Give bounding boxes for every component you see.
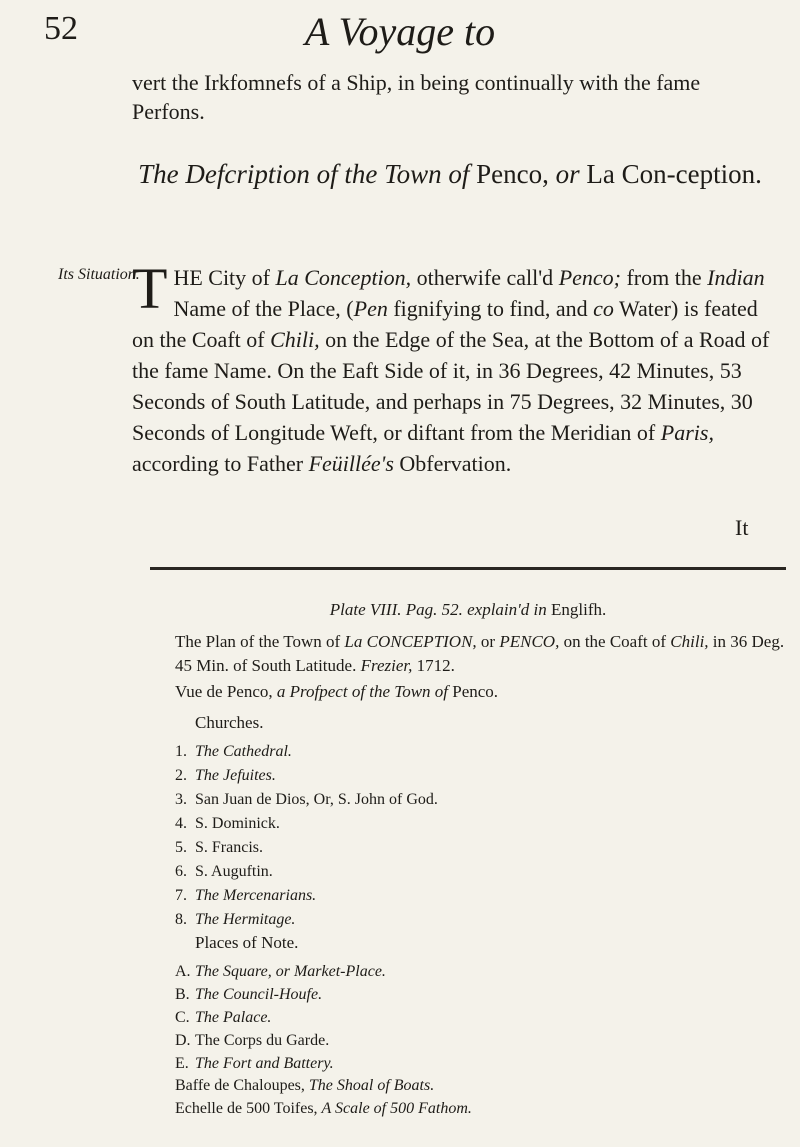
plan-description (175, 630, 785, 678)
intro-text: vert the Irkfomnefs of a Ship, in being continually with the fame Perfons. (132, 70, 701, 124)
section-title-name1: Penco, (476, 159, 549, 189)
place-item (175, 983, 735, 1006)
echelle-line (175, 1100, 735, 1118)
section-title (120, 155, 780, 193)
plate-heading (150, 600, 786, 620)
church-number: 6. (175, 863, 187, 880)
church-item (175, 908, 735, 932)
vue-text-plain: Vue de Penco, (175, 682, 273, 701)
body-text-run: according to Father (132, 451, 304, 476)
place-letter: A. (175, 963, 191, 980)
divider-rule (150, 567, 786, 570)
churches-list (175, 740, 735, 932)
church-name: The Mercenarians. (195, 887, 317, 904)
margin-note: Its Situation. (58, 266, 140, 283)
vue-text-end: Penco. (452, 682, 499, 701)
section-title-or: or (555, 159, 580, 189)
body-text-run: fignifying to find, and (393, 296, 588, 321)
place-item (175, 1029, 735, 1052)
church-number: 1. (175, 743, 187, 760)
body-text-emphasis: Penco; (558, 265, 621, 290)
catchword: It (735, 515, 749, 540)
echelle-translation: A Scale of 500 Fathom. (321, 1100, 472, 1117)
church-item (175, 812, 735, 836)
place-letter: D. (175, 1032, 191, 1049)
body-text-run: HE City of (173, 265, 270, 290)
place-name: The Palace. (195, 1009, 272, 1026)
plan-text-emphasis: Chili, (670, 632, 709, 651)
place-name: The Council-Houfe. (195, 986, 323, 1003)
places-heading: Places of Note. (195, 933, 299, 952)
plan-text-run: or (480, 632, 496, 651)
body-text-emphasis: Pen (353, 296, 388, 321)
body-text-emphasis: Feüillée's (308, 451, 394, 476)
section-title-name2: La Con-ception. (586, 159, 762, 189)
body-text-emphasis: co (593, 296, 614, 321)
vue-text-italic: a Profpect of the Town of (276, 682, 449, 701)
church-name: The Cathedral. (195, 743, 292, 760)
church-name: S. Auguftin. (195, 863, 273, 880)
churches-heading: Churches. (195, 713, 264, 732)
plan-text-run: The Plan of the Town of (175, 632, 341, 651)
body-text-emphasis: Paris, (660, 420, 714, 445)
basse-text: Baffe de Chaloupes, (175, 1077, 305, 1094)
body-text-run: Name of the Place, ( (173, 296, 354, 321)
plan-text-run: in 36 Deg. 45 Min. of South Latitude. (175, 632, 785, 675)
plan-text-emphasis: La CONCEPTION, (344, 632, 477, 651)
church-number: 2. (175, 767, 187, 784)
church-item (175, 884, 735, 908)
section-title-italic: The Defcription of the Town of (138, 159, 470, 189)
church-name: The Hermitage. (195, 911, 296, 928)
church-name: San Juan de Dios, Or, S. John of God. (195, 791, 438, 808)
church-item (175, 764, 735, 788)
body-text-run: otherwife call'd (416, 265, 554, 290)
body-text-run: Obfervation. (399, 451, 512, 476)
plan-text-run: 1712. (416, 656, 455, 675)
drop-cap: T (132, 256, 168, 321)
places-list (175, 960, 735, 1075)
page-number: 52 (44, 10, 78, 47)
place-name: The Square, or Market-Place. (195, 963, 386, 980)
place-name: The Corps du Garde. (195, 1032, 330, 1049)
place-letter: C. (175, 1009, 190, 1026)
church-item (175, 836, 735, 860)
place-item (175, 1006, 735, 1029)
church-item (175, 860, 735, 884)
place-letter: E. (175, 1055, 189, 1072)
church-number: 3. (175, 791, 187, 808)
body-text-run: on the Edge of the Sea, at the Bottom of a Road of the fame Name. On the Eaft Side of it, in 36 Degrees, 42 Minutes, 53 Seconds of South Latitude, and perhaps in 75 Degrees, 32 Minutes, 30 Seconds of Longitude Weft, or diftant from the Meridian of (132, 327, 770, 445)
echelle-text: Echelle de 500 Toifes, (175, 1100, 318, 1117)
place-item (175, 1052, 735, 1075)
plate-heading-italic: Plate VIII. Pag. 52. explain'd in (329, 600, 547, 619)
church-number: 7. (175, 887, 187, 904)
plan-text-run: on the Coaft of (563, 632, 667, 651)
place-name: The Fort and Battery. (195, 1055, 334, 1072)
running-head: A Voyage to (304, 9, 496, 54)
body-paragraph (132, 256, 772, 479)
body-text-run: Water) is feated on the Coaft of (132, 296, 758, 352)
body-text-emphasis: La Conception, (275, 265, 412, 290)
church-item (175, 788, 735, 812)
church-number: 4. (175, 815, 187, 832)
basse-line (175, 1077, 735, 1095)
church-item (175, 740, 735, 764)
church-number: 5. (175, 839, 187, 856)
body-text-run: from the (626, 265, 702, 290)
church-name: S. Francis. (195, 839, 263, 856)
vue-line (175, 682, 785, 702)
place-letter: B. (175, 986, 190, 1003)
body-text-emphasis: Chili, (270, 327, 320, 352)
church-name: The Jefuites. (195, 767, 276, 784)
plate-heading-plain: Englifh. (551, 600, 607, 619)
plan-text-emphasis: Frezier, (360, 656, 413, 675)
place-item (175, 960, 735, 983)
basse-translation: The Shoal of Boats. (308, 1077, 435, 1094)
church-number: 8. (175, 911, 187, 928)
plan-text-emphasis: PENCO, (499, 632, 560, 651)
body-text-emphasis: Indian (707, 265, 765, 290)
church-name: S. Dominick. (195, 815, 280, 832)
